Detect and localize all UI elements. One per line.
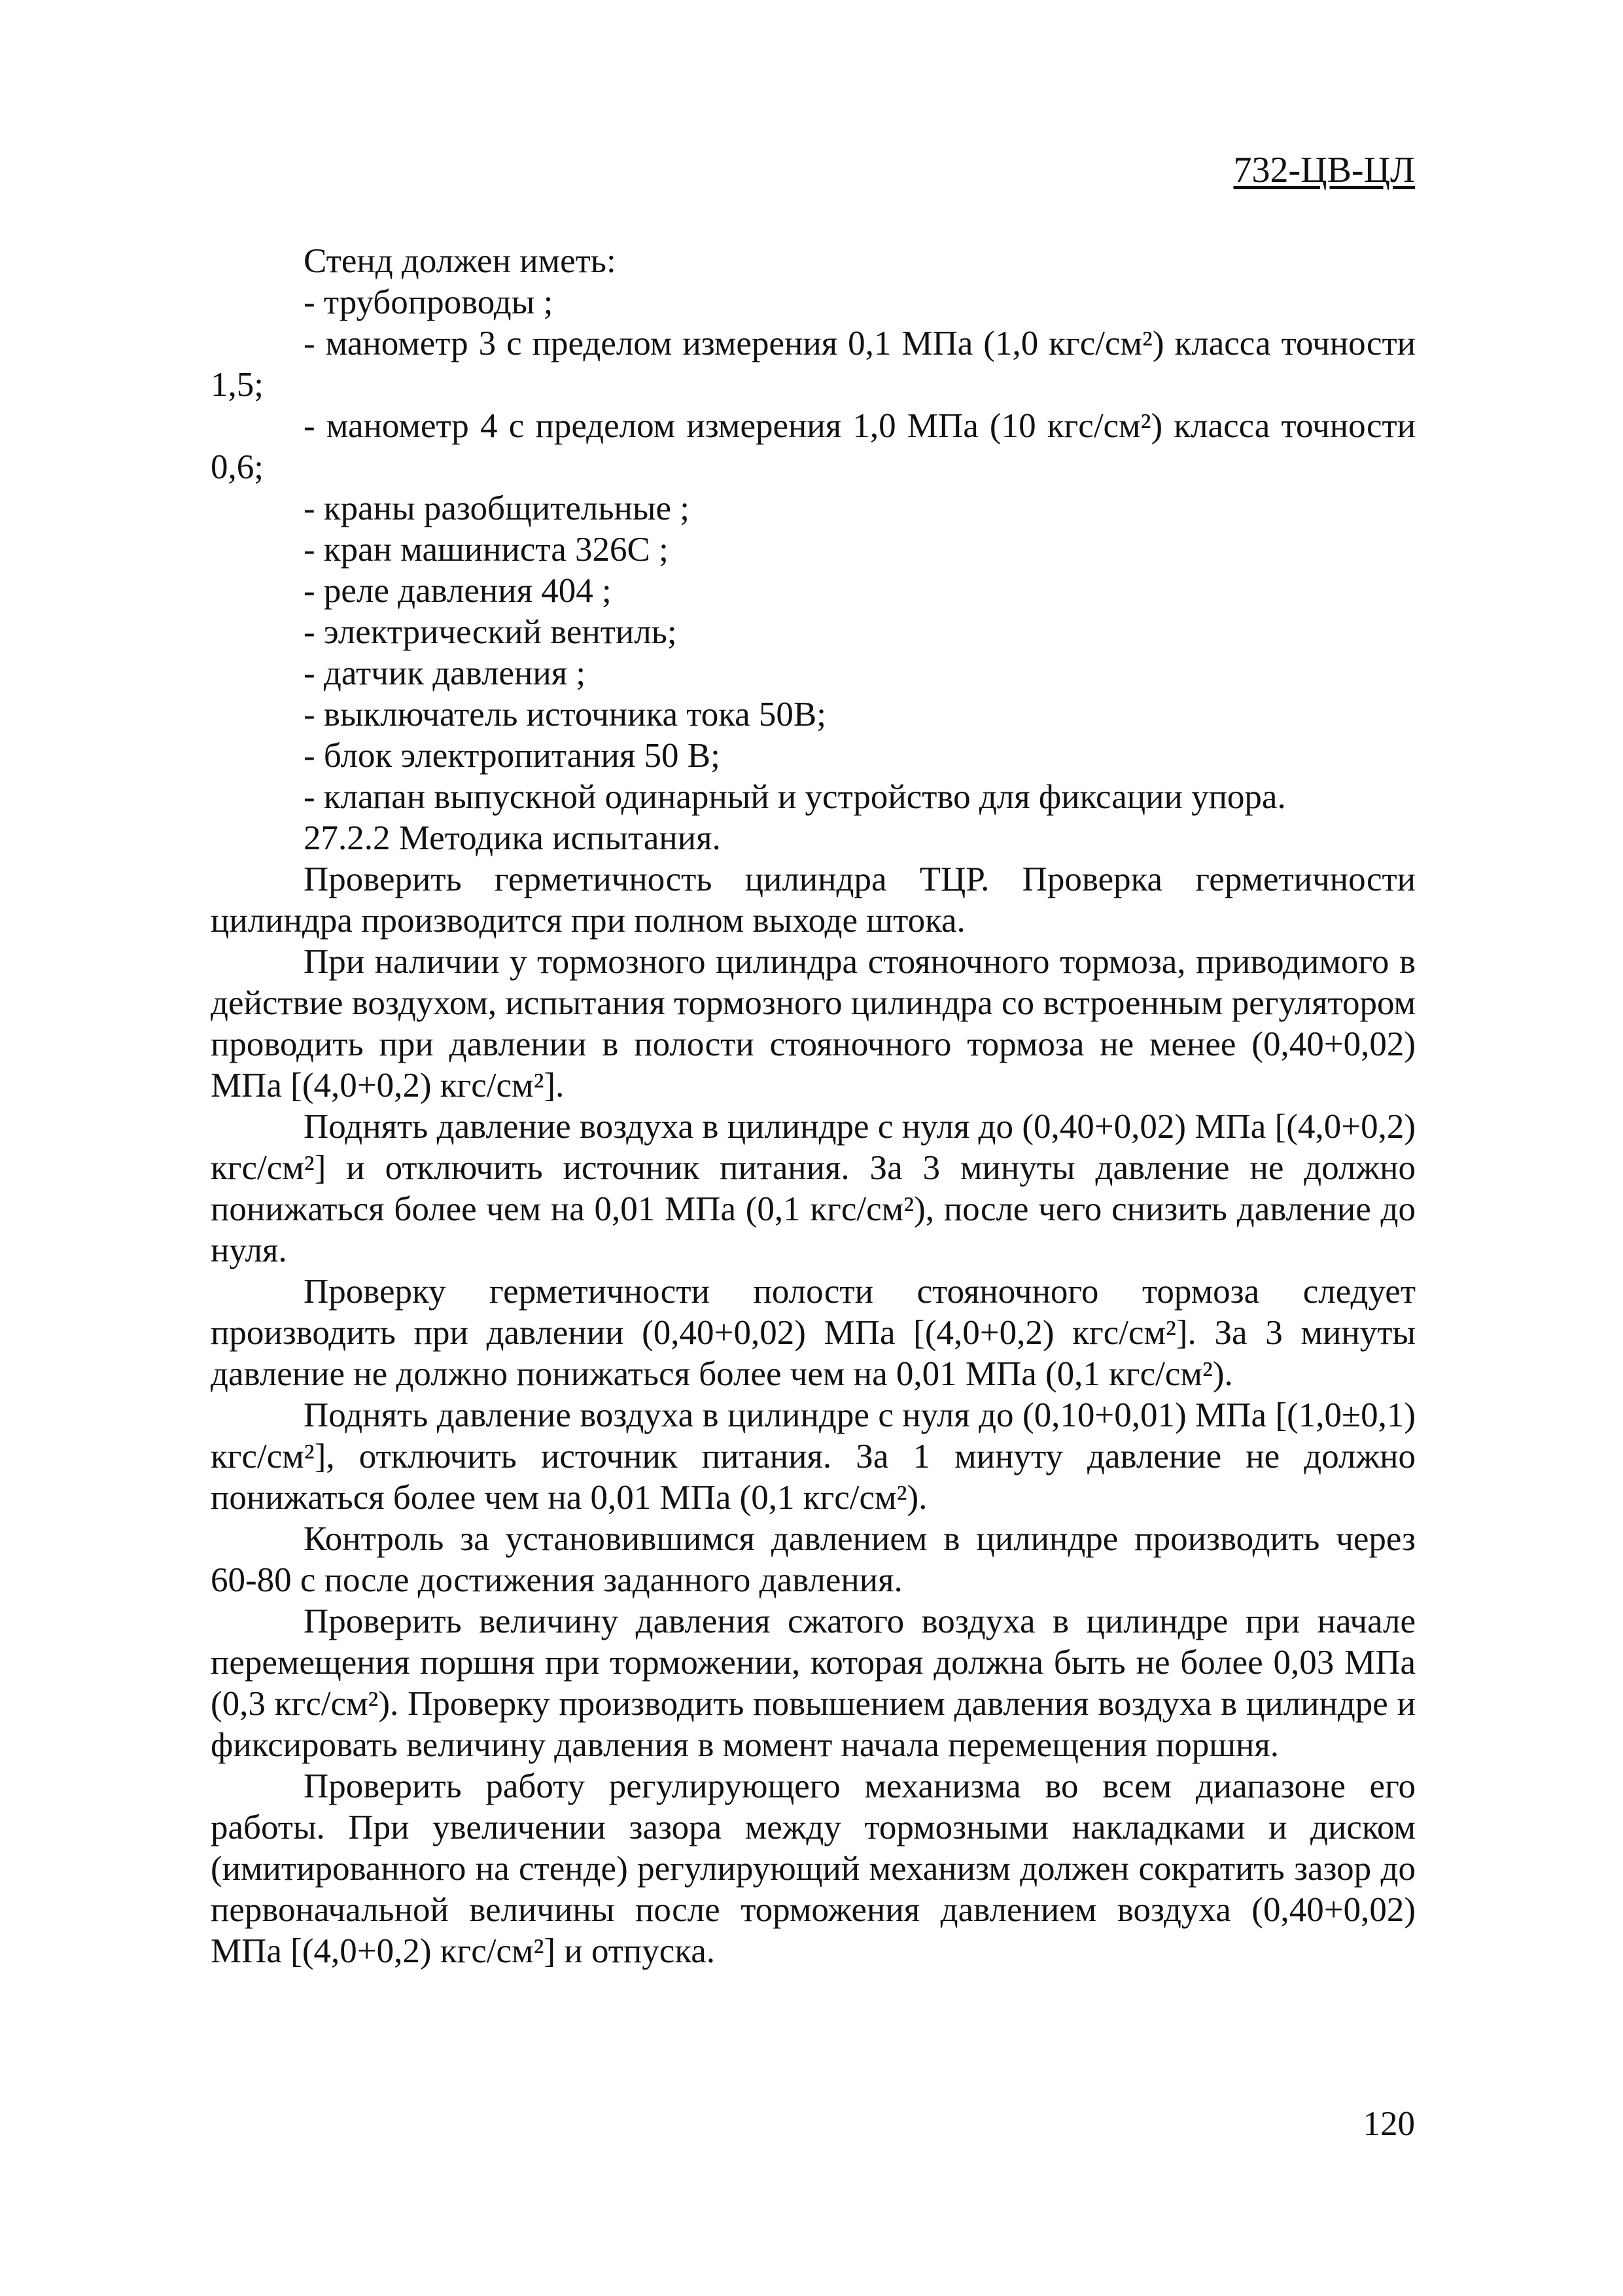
- list-item-manometer-3: - манометр 3 с пределом измерения 0,1 МПа (1,0 кгс/см²) класса точности 1,5;: [211, 325, 1416, 404]
- list-item-electric-valve: - электрический вентиль;: [304, 613, 677, 651]
- paragraph-control-steady-pressure: Контроль за установившимся давлением в цилиндре производить через 60-80 с после достижения заданного давления.: [211, 1520, 1416, 1599]
- document-code: 732-ЦВ-ЦЛ: [1233, 150, 1415, 190]
- list-item-exhaust-valve: - клапан выпускной одинарный и устройство для фиксации упора.: [304, 778, 1286, 816]
- paragraph-regulating-mechanism: Проверить работу регулирующего механизма во всем диапазоне его работы. При увеличении зазора между тормозными накладками и диском (имитированного на стенде) регулирующий механизм должен сократить зазор до первоначальной величины после торможения давлением воздуха (0,40+0,02) МПа [(4,0+0,2) кгс/см²] и отпуска.: [211, 1767, 1416, 1970]
- paragraph-check-tightness: Проверить герметичность цилиндра ТЦР. Проверка герметичности цилиндра производится при полном выходе штока.: [211, 860, 1416, 940]
- list-item-pipelines: - трубопроводы ;: [304, 283, 553, 321]
- section-heading-test-method: 27.2.2 Методика испытания.: [304, 819, 721, 857]
- paragraph-parking-brake: При наличии у тормозного цилиндра стояночного тормоза, приводимого в действие воздухом, испытания тормозного цилиндра со встроенным регулятором проводить при давлении в полости стояночного тормоза не менее (0,40+0,02) МПа [(4,0+0,2) кгс/см²].: [211, 943, 1416, 1104]
- page-number: 120: [1363, 2105, 1415, 2143]
- list-item-isolating-valves: - краны разобщительные ;: [304, 489, 689, 527]
- list-item-pressure-sensor: - датчик давления ;: [304, 654, 586, 692]
- paragraph-stand-intro: Стенд должен иметь:: [304, 242, 616, 280]
- paragraph-raise-pressure-010: Поднять давление воздуха в цилиндре с нуля до (0,10+0,01) МПа [(1,0±0,1) кгс/см²], отключить источник питания. За 1 минуту давление не должно понижаться более чем на 0,01 МПа (0,1 кгс/см²).: [211, 1396, 1416, 1517]
- paragraph-raise-pressure-040: Поднять давление воздуха в цилиндре с нуля до (0,40+0,02) МПа [(4,0+0,2) кгс/см²] и отключить источник питания. За 3 минуты давление не должно понижаться более чем на 0,01 МПа (0,1 кгс/см²), после чего снизить давление до нуля.: [211, 1108, 1416, 1269]
- list-item-pressure-relay: - реле давления 404 ;: [304, 572, 612, 610]
- list-item-driver-valve: - кран машиниста 326С ;: [304, 531, 669, 569]
- document-body: [211, 241, 1416, 1972]
- list-item-power-switch: - выключатель источника тока 50В;: [304, 696, 827, 733]
- list-item-manometer-4: - манометр 4 с пределом измерения 1,0 МПа (10 кгс/см²) класса точности 0,6;: [211, 407, 1416, 486]
- paragraph-piston-start-pressure: Проверить величину давления сжатого воздуха в цилиндре при начале перемещения поршня при торможении, которая должна быть не более 0,03 МПа (0,3 кгс/см²). Проверку производить повышением давления воздуха в цилиндре и фиксировать величину давления в момент начала перемещения поршня.: [211, 1602, 1416, 1764]
- list-item-power-unit: - блок электропитания 50 В;: [304, 737, 720, 775]
- paragraph-parking-cavity-check: Проверку герметичности полости стояночного тормоза следует производить при давлении (0,40+0,02) МПа [(4,0+0,2) кгс/см²]. За 3 минуты давление не должно понижаться более чем на 0,01 МПа (0,1 кгс/см²).: [211, 1273, 1416, 1393]
